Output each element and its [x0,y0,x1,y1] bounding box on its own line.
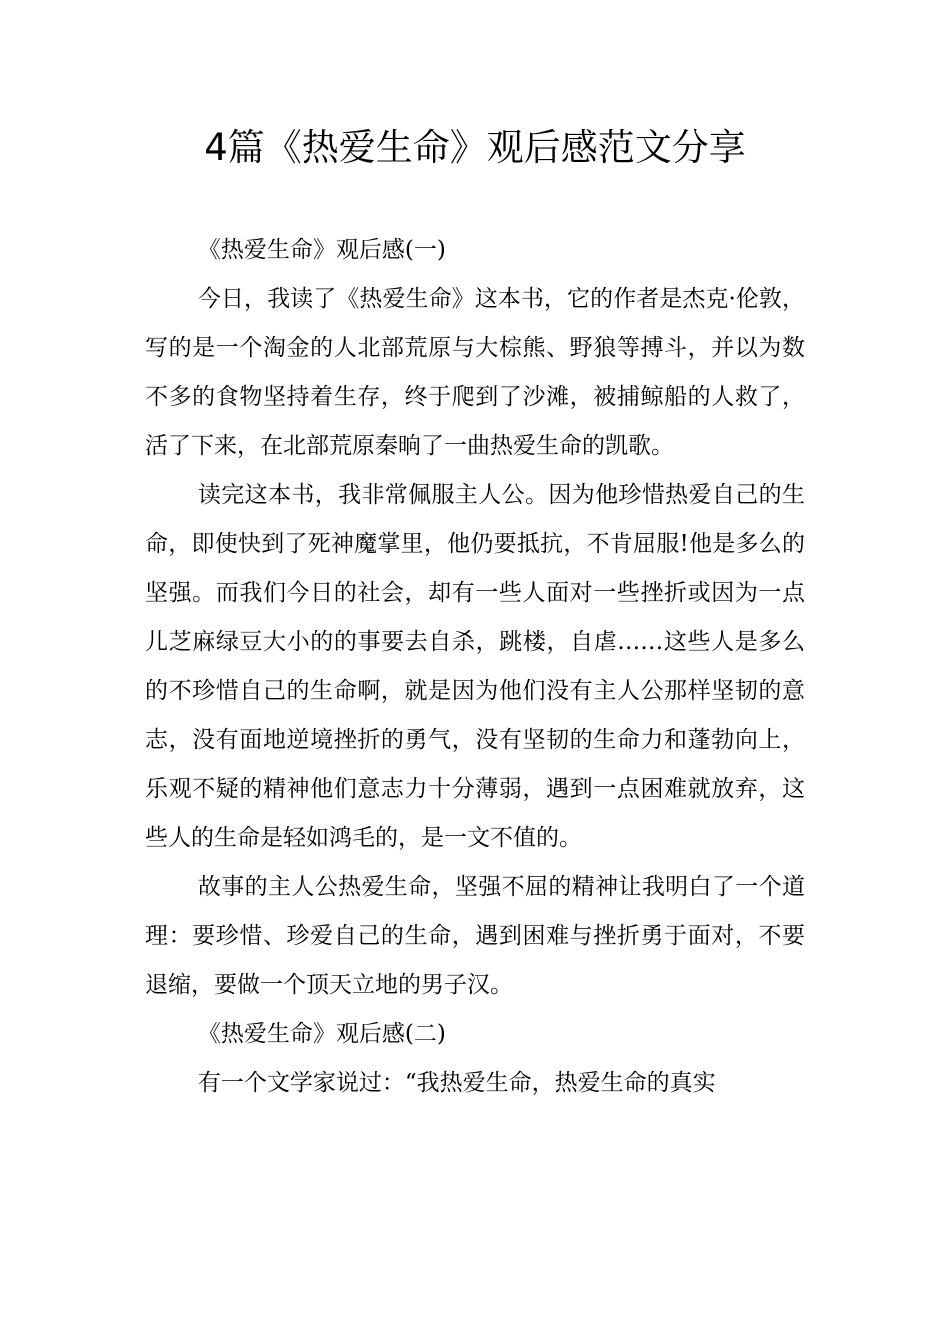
document-body [145,226,805,1108]
section-heading-2: 《热爱生命》观后感(二) [197,1021,446,1047]
paragraph-3: 故事的主人公热爱生命，坚强不屈的精神让我明白了一个道理：要珍惜、珍爱自己的生命，遇到困难与挫折勇于面对，不要退缩，要做一个顶天立地的男子汉。 [145,874,805,998]
paragraph-1: 今日，我读了《热爱生命》这本书，它的作者是杰克·伦敦，写的是一个淘金的人北部荒原与大棕熊、野狼等搏斗，并以为数不多的食物坚持着生存，终于爬到了沙滩，被捕鲸船的人救了，活了下来，在北部荒原秦晌了一曲热爱生命的凯歌。 [145,286,805,459]
document-title: 4篇《热爱生命》观后感范文分享 [204,126,746,169]
paragraph-2: 读完这本书，我非常佩服主人公。因为他珍惜热爱自己的生命，即使快到了死神魔掌里，他仍要抵抗，不肯屈服!他是多么的坚强。而我们今日的社会，却有一些人面对一些挫折或因为一点儿芝麻绿豆大小的的事要去自杀，跳楼，自虐……这些人是多么的不珍惜自己的生命啊，就是因为他们没有主人公那样坚韧的意志，没有面地逆境挫折的勇气，没有坚韧的生命力和蓬勃向上，乐观不疑的精神他们意志力十分薄弱，遇到一点困难就放弃，这些人的生命是轻如鸿毛的，是一文不值的。 [145,482,805,851]
section-heading-1: 《热爱生命》观后感(一) [197,237,446,263]
paragraph-4: 有一个文学家说过：“我热爱生命，热爱生命的真实 [197,1070,716,1096]
